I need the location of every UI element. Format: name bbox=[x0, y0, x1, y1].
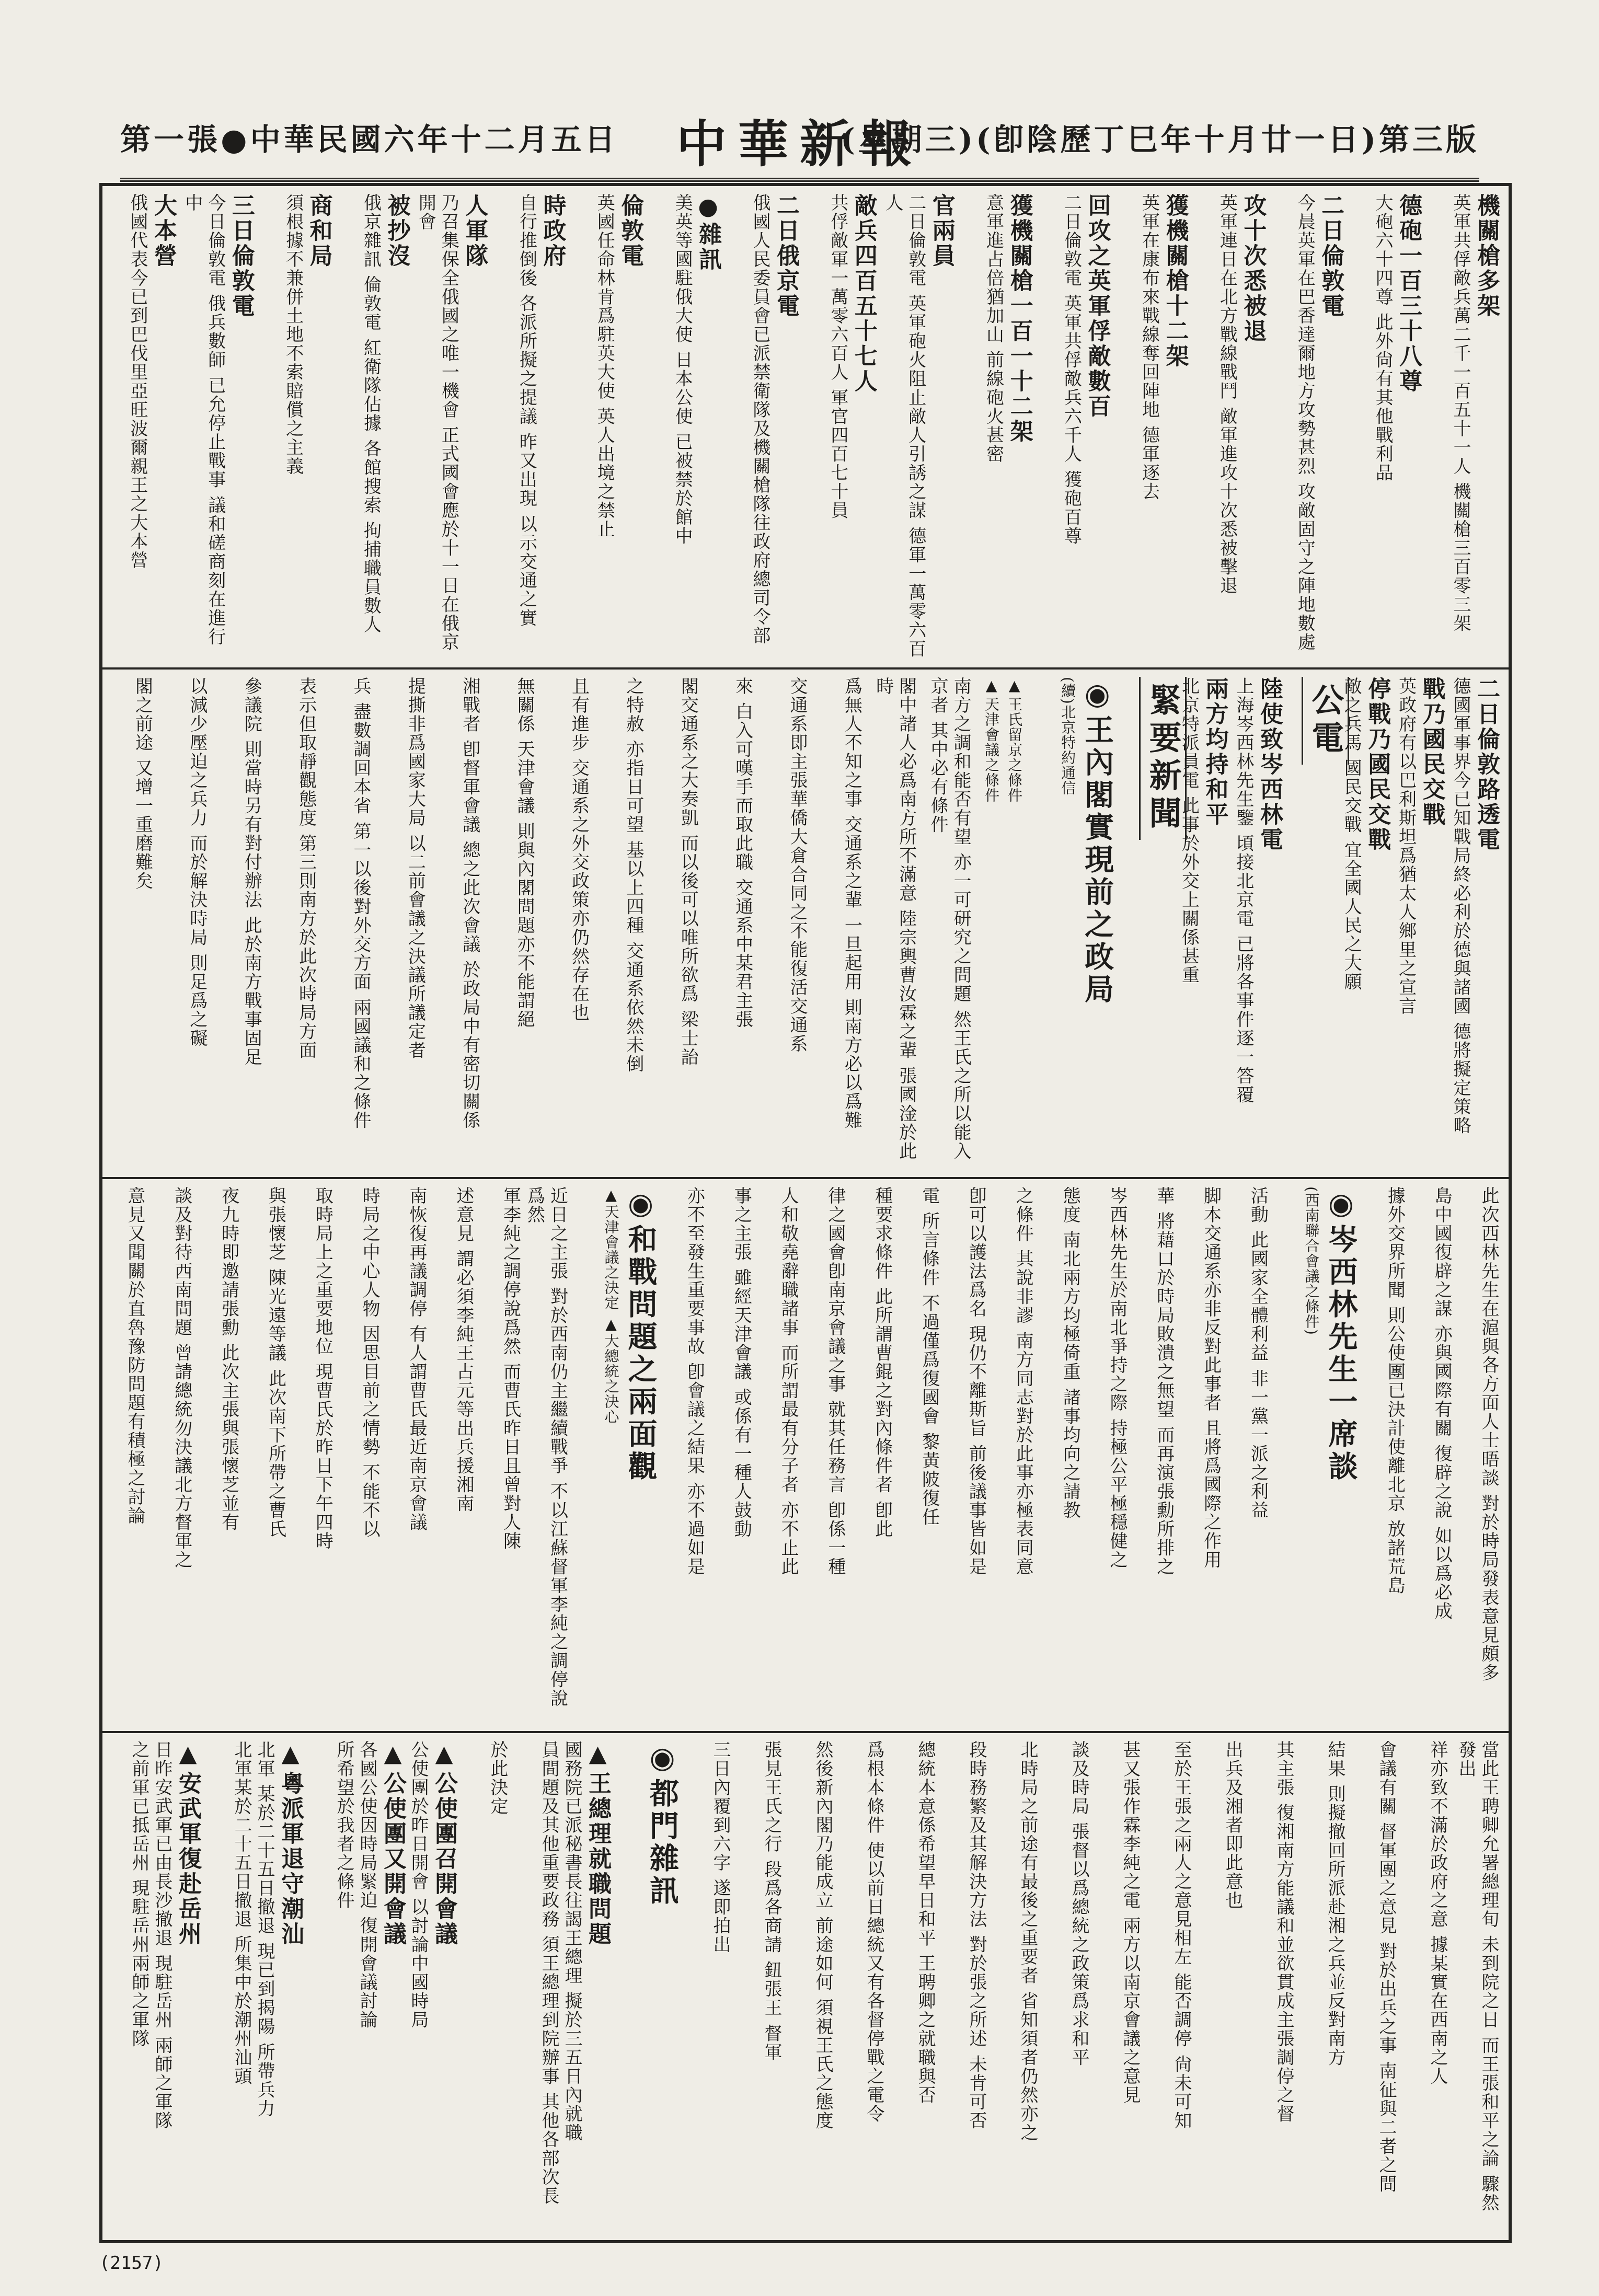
article-column: 亦不至發生重要事故 卽會議之結果 亦不過如是 bbox=[684, 1186, 705, 1576]
article-column: 種要求條件 此所謂曹錕之對內條件者 卽此 bbox=[871, 1186, 893, 1539]
telegram-body: 上海岑西林先生鑒 頃接北京電 已將各事件逐一答覆 bbox=[1233, 677, 1254, 1104]
column-headline: 攻十次悉被退 bbox=[1239, 193, 1267, 344]
article-column bbox=[500, 193, 566, 660]
article-title-column bbox=[623, 1740, 681, 2231]
article-column bbox=[1356, 193, 1422, 660]
article-column: 此次西林先生在滬與各方面人士晤談 對於時局發表意見頗多 bbox=[1478, 1186, 1499, 1682]
article-column: 爲無人不知之事 交通系之輩 一旦起用 則南方必以爲難 bbox=[841, 677, 862, 1130]
column-body: 英軍共俘敵兵萬二千一百五十一人 機關槍三百零三架 bbox=[1450, 193, 1471, 633]
telegram-column bbox=[1233, 677, 1283, 1170]
band-important-news bbox=[102, 670, 1509, 1179]
article-column bbox=[811, 193, 878, 660]
article-column: 岑西林先生於南北爭持之際 持極公平極穩健之 bbox=[1106, 1186, 1128, 1570]
article-column: 員間題及其他重要政務 須王總理到院辦事 其他各部次長 bbox=[538, 1740, 559, 2206]
article-column: 華 將藉口於時局敗潰之無望 而再演張勳所排之 bbox=[1153, 1186, 1175, 1576]
article-column: 之特赦 亦指日可望 基以上四種 交通系依然未倒 bbox=[623, 677, 644, 1074]
article-column: 會議有關 督軍團之意見 對於出兵之事 南征與二者之間 bbox=[1376, 1740, 1397, 2194]
article-column: 以減少壓迫之兵力 而於解決時局 則足爲之礙 bbox=[186, 677, 208, 1048]
article-column bbox=[181, 193, 255, 660]
article-column: 提撕非爲國家大局 以二前會議之決議所議定者 bbox=[405, 677, 426, 1060]
article-column: 當此王聘卿允署總理旬 未到院之日 而王張和平之論 驟然發出 bbox=[1455, 1740, 1499, 2212]
column-body: 英國任命林肯爲駐英大使 英人出境之禁止 bbox=[594, 193, 615, 539]
band-capital-news bbox=[102, 1733, 1509, 2238]
article-title: ◉ 和戰問題之兩面觀 bbox=[624, 1186, 658, 1483]
news-item bbox=[561, 1740, 612, 2231]
news-body: 各國公使因時局緊迫 復開會議討論 bbox=[356, 1740, 377, 2029]
news-headline: ▲ 安武軍復赴岳州 bbox=[175, 1740, 201, 1947]
telegram-body: 北京特派員電 此事於外交上關係甚重 bbox=[1178, 677, 1200, 985]
column-body: 自行推倒後 各派所擬之提議 昨又出現 以示交通之實 bbox=[516, 193, 537, 628]
column-headline: 機關槍多架 bbox=[1473, 193, 1500, 319]
article-column: 無關係 天津會議 則與內閣問題亦不能謂絕 bbox=[514, 677, 535, 1029]
news-headline: ▲ 粵派軍退守潮汕 bbox=[277, 1740, 304, 1947]
article-column: 閣交通系之大奏凱 而以後可以唯所欲爲 梁士詒 bbox=[677, 677, 699, 1067]
article-kicker: ▲天津會議之決定 ▲大總統之決心 bbox=[602, 1186, 620, 1424]
article-column: 兵 盡數調回本省 第一以後對外交方面 兩國議和之條件 bbox=[350, 677, 371, 1130]
column-body: 英軍在康布來戰線奪回陣地 德軍逐去 bbox=[1138, 193, 1160, 501]
article-column bbox=[111, 193, 177, 660]
column-headline: 三日倫敦電 bbox=[227, 193, 255, 319]
news-body: 公使團於昨日開會 以討論中國時局 bbox=[408, 1740, 429, 2029]
article-column: 意見又聞關於直魯豫防問題有積極之討論 bbox=[124, 1186, 145, 1525]
article-column: 閣之前途 又增一重磨難矣 bbox=[132, 677, 153, 891]
article-column bbox=[1200, 193, 1267, 660]
article-column: 於此決定 bbox=[487, 1740, 508, 1816]
band-foreign-telegrams bbox=[102, 186, 1509, 670]
article-column: 人和敬堯辭職諸事 而所謂最有分子者 亦不止此 bbox=[778, 1186, 799, 1576]
news-headline: ▲ 公使團又開會議 bbox=[379, 1740, 406, 1947]
article-column: 取時局上之重要地位 現曹氏於昨日下午四時 bbox=[312, 1186, 333, 1551]
article-column: 出兵及湘者即此意也 bbox=[1222, 1740, 1243, 1910]
news-body: 國務院已派秘書長往謁王總理 擬於三五日內就職 bbox=[561, 1740, 582, 2142]
article-column bbox=[733, 193, 800, 660]
article-column: 北軍某於二十五日撤退 所集中於潮州汕頭 bbox=[231, 1740, 252, 2086]
article-column: 律之國會卽南京會議之事 就其任務言 卽係一種 bbox=[824, 1186, 846, 1576]
column-headline: 時政府 bbox=[539, 193, 566, 269]
article-column: 與張懷芝 陳光遠等議 此次南下所帶之曹氏 bbox=[265, 1186, 286, 1539]
masthead bbox=[120, 94, 1479, 182]
news-item bbox=[408, 1740, 458, 2231]
article-column bbox=[1123, 193, 1189, 660]
article-column: 述意見 謂必須李純王占元等出兵援湘南 bbox=[453, 1186, 474, 1513]
news-item bbox=[254, 1740, 304, 2231]
article-column: 三日內覆到六字 遂即拍出 bbox=[710, 1740, 731, 1954]
article-column: 所希望於我者之條件 bbox=[333, 1740, 354, 1910]
article-column: 時局之中心人物 因思目前之情勢 不能不以 bbox=[359, 1186, 381, 1539]
article-column: 夜九時即邀請張勳 此次主張與張懷芝並有 bbox=[218, 1186, 239, 1532]
bullet-item: ▲ 王氏留京之條件 bbox=[1006, 677, 1023, 803]
article-column bbox=[967, 193, 1033, 660]
news-section-title bbox=[1127, 677, 1182, 1170]
column-body: 乃召集保全俄國之唯一機會 正式國會應於十一日在俄京開會 bbox=[415, 193, 459, 652]
column-body: 須根據不兼併土地不索賠償之主義 bbox=[282, 193, 304, 476]
telegram-body: 德國軍事界今已知戰局終必利於德與諸國 德將擬定策略 bbox=[1450, 677, 1471, 1135]
article-column: 張見王氏之行 段爲各商請 鈕張王 督軍 bbox=[761, 1740, 782, 2062]
page-frame bbox=[99, 183, 1512, 2243]
article-column: 事之主張 雖經天津會議 或係有一種人鼓動 bbox=[731, 1186, 752, 1539]
page-number: (2157) bbox=[99, 2253, 164, 2274]
column-headline: 回攻之英軍俘敵數百 bbox=[1084, 193, 1111, 419]
article-kicker: (西南聯合會議之條件) bbox=[1303, 1186, 1320, 1335]
column-body: 意軍進占倍猶加山 前線砲火甚密 bbox=[983, 193, 1004, 464]
column-body: 英軍連日在北方戰線戰鬥 敵軍進攻十次悉被擊退 bbox=[1216, 193, 1238, 595]
column-headline: 獲機關槍十二架 bbox=[1161, 193, 1189, 369]
article-column: 且有進步 交通系之外交政策亦仍然存在也 bbox=[568, 677, 590, 1022]
news-item bbox=[356, 1740, 407, 2231]
article-column: 其主張 復湘南方能議和並欲貫成主張調停之督 bbox=[1273, 1740, 1294, 2124]
telegram-body: 英政府有以巴利斯坦爲猶太人鄉里之宣言 bbox=[1395, 677, 1417, 1016]
telegram-headline: 停戰乃國民交戰 bbox=[1364, 677, 1391, 852]
article-kicker: (續)北京特約通信 bbox=[1059, 677, 1077, 795]
column-headline: 人軍隊 bbox=[461, 193, 488, 269]
article-column: 卽可以護法爲名 現仍不離斯旨 前後議事皆如是 bbox=[965, 1186, 987, 1576]
article-column bbox=[1278, 193, 1344, 660]
telegram-column bbox=[1395, 677, 1445, 1170]
masthead-right: (星期三)(卽陰歷丁巳年十月廿一日)第三版 bbox=[841, 122, 1479, 157]
telegram-column bbox=[1178, 677, 1228, 1170]
telegram-headline: 二日倫敦路透電 bbox=[1473, 677, 1500, 852]
article-title-column bbox=[1037, 677, 1115, 1170]
article-column bbox=[267, 193, 333, 660]
column-headline: 二日俄京電 bbox=[772, 193, 799, 319]
article-column bbox=[415, 193, 489, 660]
telegram-body: 敵之兵馬 國民交戰 宜全國人民之大願 bbox=[1341, 677, 1362, 991]
column-headline: 敵兵四百五十七人 bbox=[850, 193, 877, 394]
column-headline: 被抄沒 bbox=[383, 193, 410, 269]
article-column: 交通系即主張華僑大倉合同之不能復活交通系 bbox=[787, 677, 808, 1053]
column-body: 二日倫敦電 英軍砲火阻止敵人引誘之謀 德軍一萬零六百人 bbox=[882, 193, 926, 659]
article-column: 談及時局 張督以爲總統之政策爲求和平 bbox=[1068, 1740, 1089, 2067]
article-title-column bbox=[1281, 1186, 1359, 1724]
telegram-headline: 戰乃國民交戰 bbox=[1418, 677, 1445, 827]
article-column bbox=[655, 193, 722, 660]
article-column: 北時局之前途有最後之重要者 省知須者仍然亦之 bbox=[1017, 1740, 1038, 2142]
article-column: 爲根本條件 使以前日總統又有各督停戰之電令 bbox=[864, 1740, 884, 2124]
article-column bbox=[1434, 193, 1500, 660]
important-news-title: 緊要新聞 bbox=[1139, 677, 1187, 840]
news-item bbox=[152, 1740, 202, 2231]
column-headline: 官兩員 bbox=[928, 193, 955, 269]
article-title: ◉ 都門雜訊 bbox=[645, 1740, 680, 1908]
article-column: 表示但取靜觀態度 第三則南方於此次時局方面 bbox=[295, 677, 317, 1060]
article-column: 島中國復辟之謀 亦與國際有關 復辟之說 如以爲必成 bbox=[1431, 1186, 1453, 1621]
article-column: 至於王張之兩人之意見相左 能否調停 尙未可知 bbox=[1171, 1740, 1192, 2130]
telegram-column bbox=[1450, 677, 1500, 1170]
column-body: 美英等國駐俄大使 日本公使 已被禁於館中 bbox=[672, 193, 693, 546]
article-column: 談及對待西南問題 曾請總統勿決議北方督軍之 bbox=[171, 1186, 192, 1570]
bullet-item: ▲ 天津會議之條件 bbox=[983, 677, 1000, 803]
column-headline: 德砲一百三十八尊 bbox=[1395, 193, 1422, 394]
article-title: ◉ 王內閣實現前之政局 bbox=[1080, 677, 1114, 1006]
bullet-column bbox=[984, 677, 1026, 1170]
article-column bbox=[882, 193, 956, 660]
telegram-headline: 兩方均持和平 bbox=[1201, 677, 1228, 827]
article-column: 湘戰者 卽督軍會議 總之此次會議 於政局中有密切關係 bbox=[459, 677, 480, 1130]
article-column: 祥亦致不滿於政府之意 據某實在西南之人 bbox=[1427, 1740, 1448, 2086]
column-headline: 商和局 bbox=[305, 193, 332, 269]
article-title: ◉ 岑西林先生一席談 bbox=[1324, 1186, 1358, 1483]
article-column: 活動 此國家全體利益 非一黨一派之利益 bbox=[1247, 1186, 1269, 1520]
news-body: 日昨安武軍已由長沙撤退 現駐岳州 兩師之軍隊 bbox=[152, 1740, 172, 2130]
column-body: 共俘敵軍一萬零六百人 軍官四百七十員 bbox=[827, 193, 848, 520]
article-column: 閣中諸人必爲南方所不滿意 陸宗輿曹汝霖之輩 張國淦於此時 bbox=[872, 677, 917, 1161]
column-headline: 倫敦電 bbox=[617, 193, 644, 269]
article-column: 甚又張作霖李純之電 兩方以南京會議之意見 bbox=[1120, 1740, 1141, 2105]
article-column: 南方之調和能否有望 亦一可研究之問題 然王氏之所以能入京者 其中必有條件 bbox=[927, 677, 972, 1161]
column-body: 俄國人民委員會已派禁衛隊及機關槍隊往政府總司令部 bbox=[749, 193, 770, 645]
news-body: 北軍 某於二十五日撤退 現已到揭陽 所帶兵力 bbox=[254, 1740, 275, 2118]
column-headline: 獲機關槍一百一十二架 bbox=[1006, 193, 1033, 444]
article-column: 來 白入可嘆手而取此職 交通系中某君主張 bbox=[732, 677, 753, 1029]
column-headline: 大本營 bbox=[149, 193, 177, 269]
column-body: 俄京雜訊 倫敦電 紅衛隊佔據 各館搜索 拘捕職員數人 bbox=[360, 193, 382, 634]
article-column: 近日之主張 對於西南仍主繼續戰爭 不以江蘇督軍李純之調停說爲然 bbox=[524, 1186, 568, 1708]
article-column bbox=[344, 193, 411, 660]
news-headline: ▲ 王總理就職問題 bbox=[584, 1740, 611, 1947]
column-body: 大砲六十四尊 此外尙有其他戰利品 bbox=[1372, 193, 1394, 482]
telegram-headline: 陸使致岑西林電 bbox=[1256, 677, 1283, 852]
article-column: 然後新內閣乃能成立 前途如何 須視王氏之態度 bbox=[812, 1740, 833, 2130]
article-column: 南恢復再議調停 有人謂曹氏最近南京會議 bbox=[406, 1186, 427, 1532]
telegram-title: 公電 bbox=[1302, 677, 1349, 765]
column-headline: 二日倫敦電 bbox=[1317, 193, 1344, 319]
article-column: 結果 則擬撤回所派赴湘之兵並反對南方 bbox=[1325, 1740, 1345, 2067]
article-column: 電 所言條件 不過僅爲復國會 黎黃陂復任 bbox=[918, 1186, 940, 1527]
article-column: 之條件 其說非謬 南方同志對於此事亦極表同意 bbox=[1013, 1186, 1034, 1576]
article-column: 之前軍已抵岳州 現駐岳州兩師之軍隊 bbox=[129, 1740, 149, 2048]
masthead-left: 第一張●中華民國六年十二月五日 bbox=[120, 122, 618, 157]
article-column: 態度 南北兩方均極倚重 諸事均向之請教 bbox=[1060, 1186, 1081, 1520]
telegram-section-title bbox=[1295, 677, 1344, 1170]
article-column bbox=[578, 193, 644, 660]
column-body: 二日倫敦電 英軍共俘敵兵六千人 獲砲百尊 bbox=[1061, 193, 1082, 546]
column-headline: ●雜訊 bbox=[695, 193, 722, 272]
article-column: 參議院 則當時另有對付辦法 此於南方戰事固足 bbox=[241, 677, 262, 1067]
article-column: 據外交界所聞 則公使團已決計使離北京 放諸荒島 bbox=[1384, 1186, 1406, 1595]
column-body: 今晨英軍在巴香達爾地方攻勢甚烈 攻敵固守之陣地數處 bbox=[1294, 193, 1316, 652]
article-column bbox=[1045, 193, 1111, 660]
article-column: 段時務繁及其解決方法 對於張之所述 未肯可否 bbox=[966, 1740, 987, 2130]
band-interview bbox=[102, 1179, 1509, 1733]
article-column: 軍李純之調停說爲然 而曹氏昨日且曾對人陳 bbox=[500, 1186, 521, 1551]
article-column: 脚本交通系亦非反對此事者 且將爲國際之作用 bbox=[1200, 1186, 1222, 1570]
telegram-column bbox=[1341, 677, 1391, 1170]
article-title-column bbox=[581, 1186, 659, 1724]
column-body: 俄國代表今已到巴伐里亞旺波爾親王之大本營 bbox=[126, 193, 148, 570]
newspaper-title: 中華新報 bbox=[676, 114, 923, 174]
column-body: 今日倫敦電 俄兵數師 已允停止戰事 議和磋商刻在進行中 bbox=[181, 193, 226, 647]
article-column: 總統本意係希望早日和平 王聘卿之就職與否 bbox=[915, 1740, 936, 2105]
news-headline: ▲ 公使團召開會議 bbox=[431, 1740, 457, 1947]
